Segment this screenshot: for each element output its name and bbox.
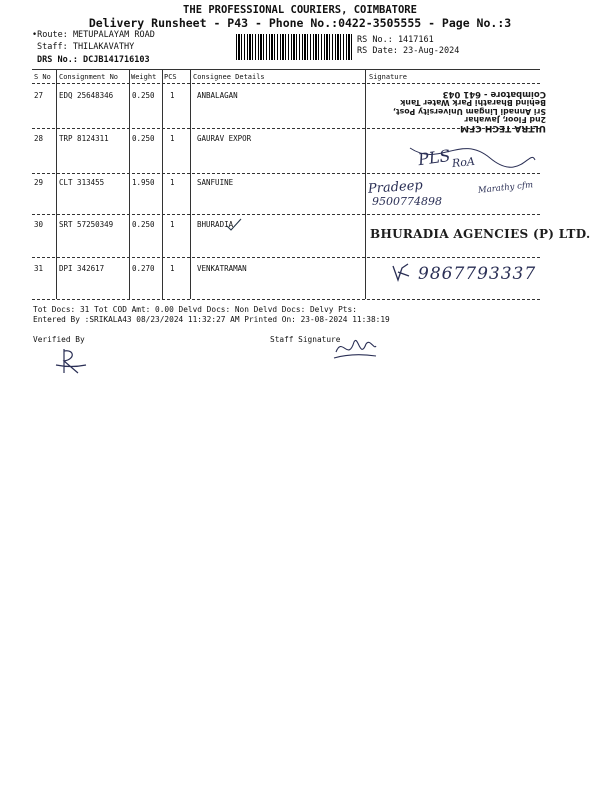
cell-weight: 0.250 bbox=[132, 134, 155, 143]
cell-consignee: VENKATRAMAN bbox=[197, 264, 247, 273]
col-divider bbox=[190, 69, 191, 299]
cell-consignee: BHURADIA bbox=[197, 220, 234, 229]
stamp-line: Behind Bharathi Park Water Tank bbox=[400, 98, 546, 108]
route-label: •Route: METUPALAYAM ROAD bbox=[32, 30, 155, 40]
cell-sno: 27 bbox=[34, 91, 44, 100]
consignee-stamp-row30: BHURADIA AGENCIES (P) LTD. bbox=[370, 227, 591, 241]
verifier-signature bbox=[50, 345, 90, 377]
cell-pcs: 1 bbox=[170, 220, 175, 229]
runsheet-subtitle: Delivery Runsheet - P43 - Phone No.:0422-3505555 - Page No.:3 bbox=[88, 16, 512, 30]
table-header-rule bbox=[32, 83, 540, 84]
stamp-line: Coimbatore - 641 043 bbox=[442, 89, 546, 99]
staff-signature bbox=[330, 332, 380, 368]
row-divider bbox=[32, 214, 540, 215]
entered-by-line: Entered By :SRIKALA43 08/23/2024 11:32:27 AM Printed On: 23-08-2024 11:38:19 bbox=[33, 315, 390, 324]
cell-pcs: 1 bbox=[170, 264, 175, 273]
barcode bbox=[236, 34, 352, 60]
staff-label: Staff: THILAKAVATHY bbox=[37, 42, 135, 52]
cell-sno: 30 bbox=[34, 220, 44, 229]
consignee-stamp-row27 bbox=[348, 88, 546, 132]
stamp-line: Sri Annadi Lingam University Post, bbox=[392, 107, 546, 116]
cell-consignment: DPI 342617 bbox=[59, 264, 105, 273]
signature-row28-mark: RoA bbox=[451, 154, 476, 171]
signature-row29-note: Marathy cfm bbox=[477, 180, 534, 196]
signature-row29: Pradeep bbox=[367, 178, 424, 197]
company-title: THE PROFESSIONAL COURIERS, COIMBATORE bbox=[183, 4, 417, 16]
cell-pcs: 1 bbox=[170, 91, 175, 100]
cell-pcs: 1 bbox=[170, 134, 175, 143]
table-bottom-rule bbox=[32, 299, 540, 300]
rs-date: RS Date: 23-Aug-2024 bbox=[357, 46, 460, 56]
signature-row31-phone: 9867793337 bbox=[418, 264, 537, 284]
stamp-line: 2nd Floor, Jawahar bbox=[464, 115, 546, 125]
cell-consignee: SANFUINE bbox=[197, 178, 234, 187]
cell-consignee: GAURAV EXPOR bbox=[197, 134, 252, 143]
col-divider bbox=[129, 69, 130, 299]
signature-row28: PLS bbox=[416, 145, 452, 170]
row-divider bbox=[32, 257, 540, 258]
cell-sno: 28 bbox=[34, 134, 44, 143]
verified-by-label: Verified By bbox=[33, 335, 85, 344]
cell-sno: 29 bbox=[34, 178, 44, 187]
stamp-line: ULTRA TECH CFM bbox=[460, 123, 546, 133]
cell-consignment: CLT 313455 bbox=[59, 178, 105, 187]
cell-weight: 0.270 bbox=[132, 264, 155, 273]
col-header-weight: Weight bbox=[131, 73, 157, 81]
col-header-sno: S No bbox=[34, 73, 51, 81]
signature-row31-mark bbox=[390, 262, 412, 284]
cell-consignee: ANBALAGAN bbox=[197, 91, 238, 100]
cell-weight: 0.250 bbox=[132, 91, 155, 100]
cell-consignment: EDQ 25648346 bbox=[59, 91, 114, 100]
cell-consignment: SRT 57250349 bbox=[59, 220, 114, 229]
col-divider bbox=[162, 69, 163, 299]
cell-pcs: 1 bbox=[170, 178, 175, 187]
col-header-pcs: PCS bbox=[164, 73, 177, 81]
col-divider bbox=[56, 69, 57, 299]
col-header-signature: Signature bbox=[369, 73, 407, 81]
cell-sno: 31 bbox=[34, 264, 44, 273]
signature-row29-phone: 9500774898 bbox=[372, 195, 442, 208]
cell-weight: 1.950 bbox=[132, 178, 155, 187]
drs-number: DRS No.: DCJB141716103 bbox=[37, 55, 150, 65]
signature-scribble bbox=[400, 138, 540, 174]
col-header-consignee: Consignee Details bbox=[193, 73, 265, 81]
rs-number: RS No.: 1417161 bbox=[357, 35, 434, 45]
cell-consignment: TRP 8124311 bbox=[59, 134, 109, 143]
cell-weight: 0.250 bbox=[132, 220, 155, 229]
col-header-consignment: Consignment No bbox=[59, 73, 119, 81]
staff-signature-label: Staff Signature bbox=[270, 335, 341, 344]
table-top-rule bbox=[32, 69, 540, 70]
tick-mark bbox=[226, 218, 242, 232]
totals-line: Tot Docs: 31 Tot COD Amt: 0.00 Delvd Docs: Non Delvd Docs: Delvy Pts: bbox=[33, 305, 357, 314]
